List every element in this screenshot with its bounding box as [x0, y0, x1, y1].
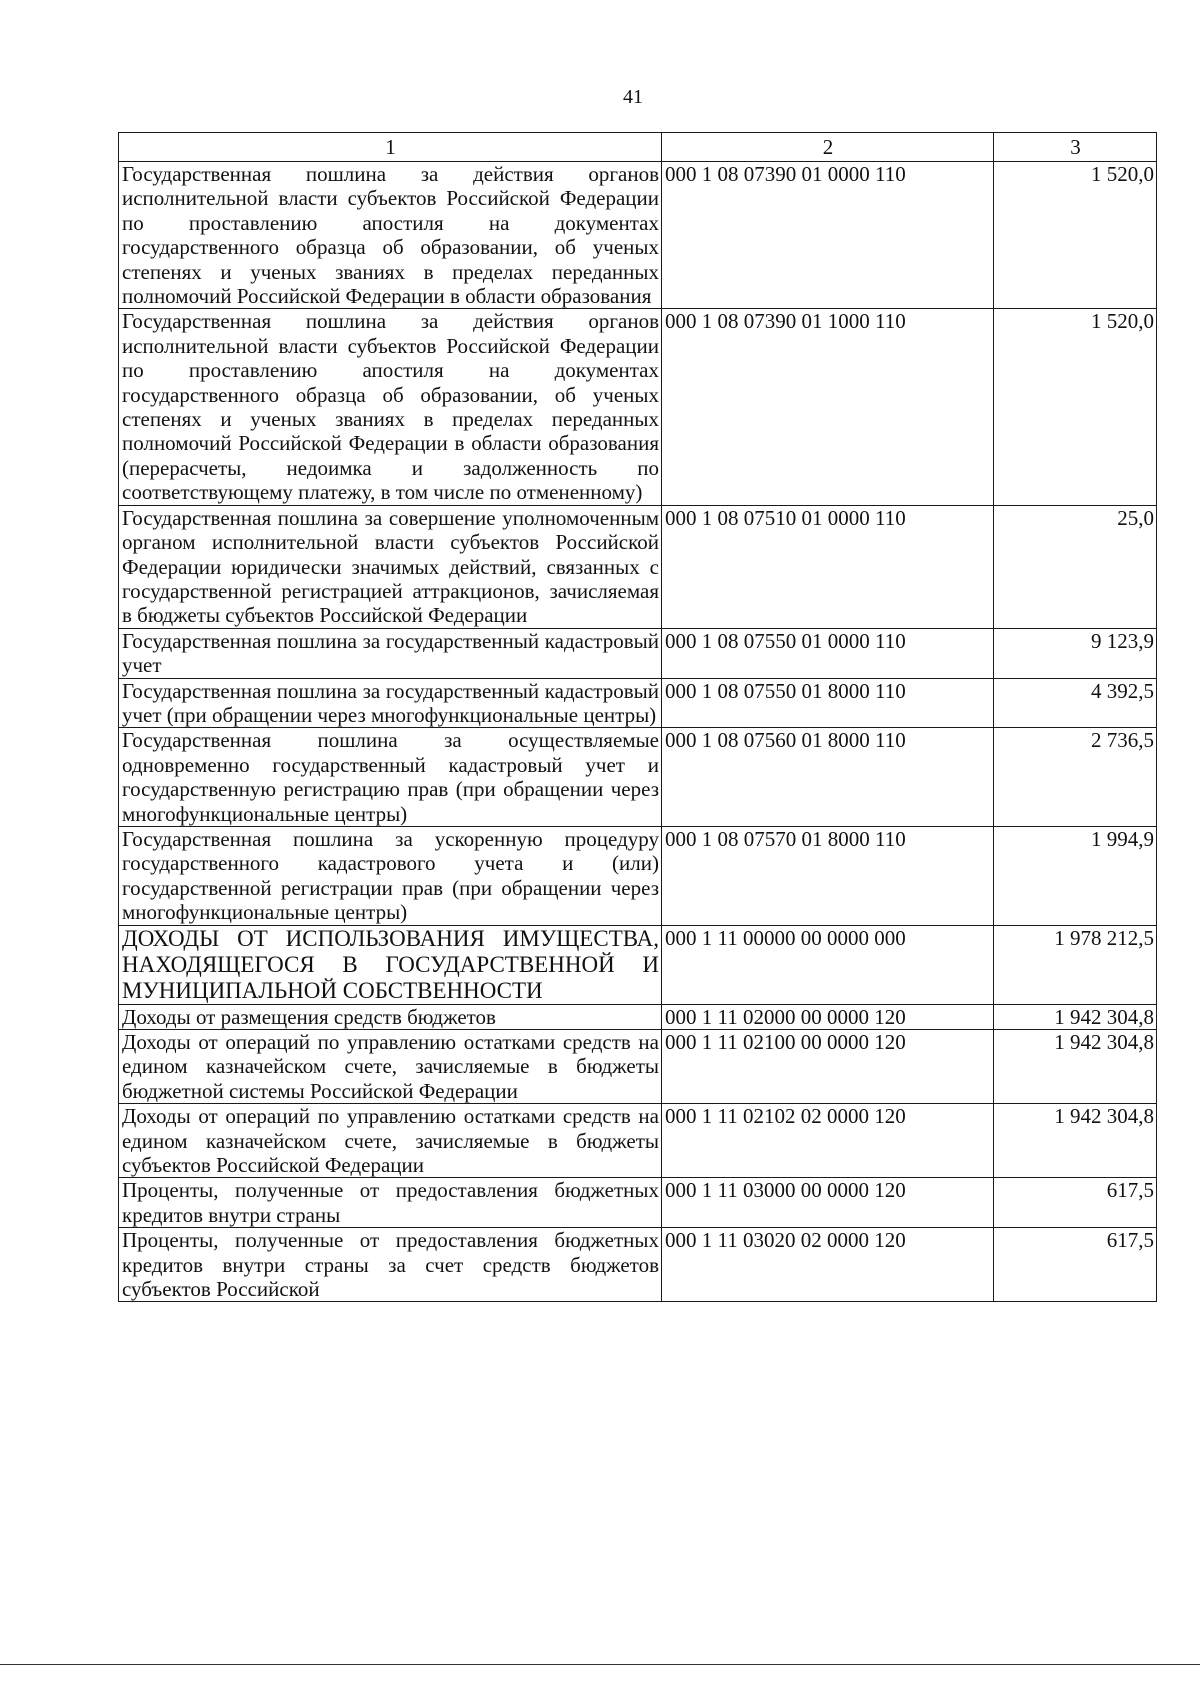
row-classification-code: 000 1 08 07550 01 0000 110: [662, 628, 994, 678]
row-amount: 1 942 304,8: [994, 1030, 1157, 1104]
row-amount: 1 994,9: [994, 826, 1157, 925]
row-classification-code: 000 1 08 07560 01 8000 110: [662, 728, 994, 827]
row-description: Государственная пошлина за ускоренную процедуру государственного кадастрового учета и (или) государственной регистрации прав (при обращении через многофункциональные центры): [119, 826, 662, 925]
row-amount: 1 942 304,8: [994, 1004, 1157, 1029]
table-row: [119, 628, 1157, 678]
table-row: [119, 309, 1157, 505]
table-row: [119, 925, 1157, 1004]
row-classification-code: 000 1 08 07390 01 0000 110: [662, 162, 994, 309]
column-header-1: 1: [119, 133, 662, 162]
row-classification-code: 000 1 11 02100 00 0000 120: [662, 1030, 994, 1104]
table-row: [119, 728, 1157, 827]
row-classification-code: 000 1 08 07550 01 8000 110: [662, 678, 994, 728]
row-amount: 2 736,5: [994, 728, 1157, 827]
table-row: [119, 1178, 1157, 1228]
page-number: 41: [623, 86, 643, 108]
table-row: [119, 505, 1157, 628]
table-row: [119, 1228, 1157, 1302]
column-header-2: 2: [662, 133, 994, 162]
row-description: Государственная пошлина за совершение уполномоченным органом исполнительной власти субъектов Российской Федерации юридически значимых действий, связанных с государственной регистрацией аттракционов, зачисляемая в бюджеты субъектов Российской Федерации: [119, 505, 662, 628]
row-amount: 25,0: [994, 505, 1157, 628]
table-row: [119, 1004, 1157, 1029]
row-classification-code: 000 1 08 07570 01 8000 110: [662, 826, 994, 925]
row-amount: 1 978 212,5: [994, 925, 1157, 1004]
row-amount: 9 123,9: [994, 628, 1157, 678]
row-classification-code: 000 1 11 02102 02 0000 120: [662, 1104, 994, 1178]
row-amount: 1 520,0: [994, 309, 1157, 505]
row-amount: 1 942 304,8: [994, 1104, 1157, 1178]
row-classification-code: 000 1 11 00000 00 0000 000: [662, 925, 994, 1004]
table-row: [119, 826, 1157, 925]
row-classification-code: 000 1 11 03000 00 0000 120: [662, 1178, 994, 1228]
row-description: Государственная пошлина за действия органов исполнительной власти субъектов Российской Федерации по проставлению апостиля на документах государственного образца об образовании, об ученых степенях и ученых званиях в пределах переданных полномочий Российской Федерации в области образования (перерасчеты, недоимка и задолженность по соответствующему платежу, в том числе по отмененному): [119, 309, 662, 505]
table-header-row: [119, 133, 1157, 162]
row-classification-code: 000 1 11 02000 00 0000 120: [662, 1004, 994, 1029]
table-row: [119, 678, 1157, 728]
row-classification-code: 000 1 08 07510 01 0000 110: [662, 505, 994, 628]
row-description: Государственная пошлина за государственный кадастровый учет: [119, 628, 662, 678]
table-row: [119, 1104, 1157, 1178]
row-description: Доходы от операций по управлению остатками средств на едином казначейском счете, зачисляемые в бюджеты субъектов Российской Федерации: [119, 1104, 662, 1178]
row-amount: 1 520,0: [994, 162, 1157, 309]
row-amount: 617,5: [994, 1228, 1157, 1302]
row-amount: 4 392,5: [994, 678, 1157, 728]
row-description: ДОХОДЫ ОТ ИСПОЛЬЗОВАНИЯ ИМУЩЕСТВА, НАХОДЯЩЕГОСЯ В ГОСУДАРСТВЕННОЙ И МУНИЦИПАЛЬНОЙ СОБСТВЕННОСТИ: [119, 925, 662, 1004]
column-header-3: 3: [994, 133, 1157, 162]
bottom-divider: [0, 1664, 1200, 1665]
table-row: [119, 162, 1157, 309]
row-description: Проценты, полученные от предоставления бюджетных кредитов внутри страны за счет средств бюджетов субъектов Российской: [119, 1228, 662, 1302]
row-description: Государственная пошлина за государственный кадастровый учет (при обращении через многофункциональные центры): [119, 678, 662, 728]
row-classification-code: 000 1 11 03020 02 0000 120: [662, 1228, 994, 1302]
row-amount: 617,5: [994, 1178, 1157, 1228]
row-classification-code: 000 1 08 07390 01 1000 110: [662, 309, 994, 505]
row-description: Государственная пошлина за осуществляемые одновременно государственный кадастровый учет и государственную регистрацию прав (при обращении через многофункциональные центры): [119, 728, 662, 827]
table-row: [119, 1030, 1157, 1104]
row-description: Доходы от размещения средств бюджетов: [119, 1004, 662, 1029]
revenue-table: [118, 132, 1157, 1302]
row-description: Проценты, полученные от предоставления бюджетных кредитов внутри страны: [119, 1178, 662, 1228]
row-description: Доходы от операций по управлению остатками средств на едином казначейском счете, зачисляемые в бюджеты бюджетной системы Российской Федерации: [119, 1030, 662, 1104]
row-description: Государственная пошлина за действия органов исполнительной власти субъектов Российской Федерации по проставлению апостиля на документах государственного образца об образовании, об ученых степенях и ученых званиях в пределах переданных полномочий Российской Федерации в области образования: [119, 162, 662, 309]
